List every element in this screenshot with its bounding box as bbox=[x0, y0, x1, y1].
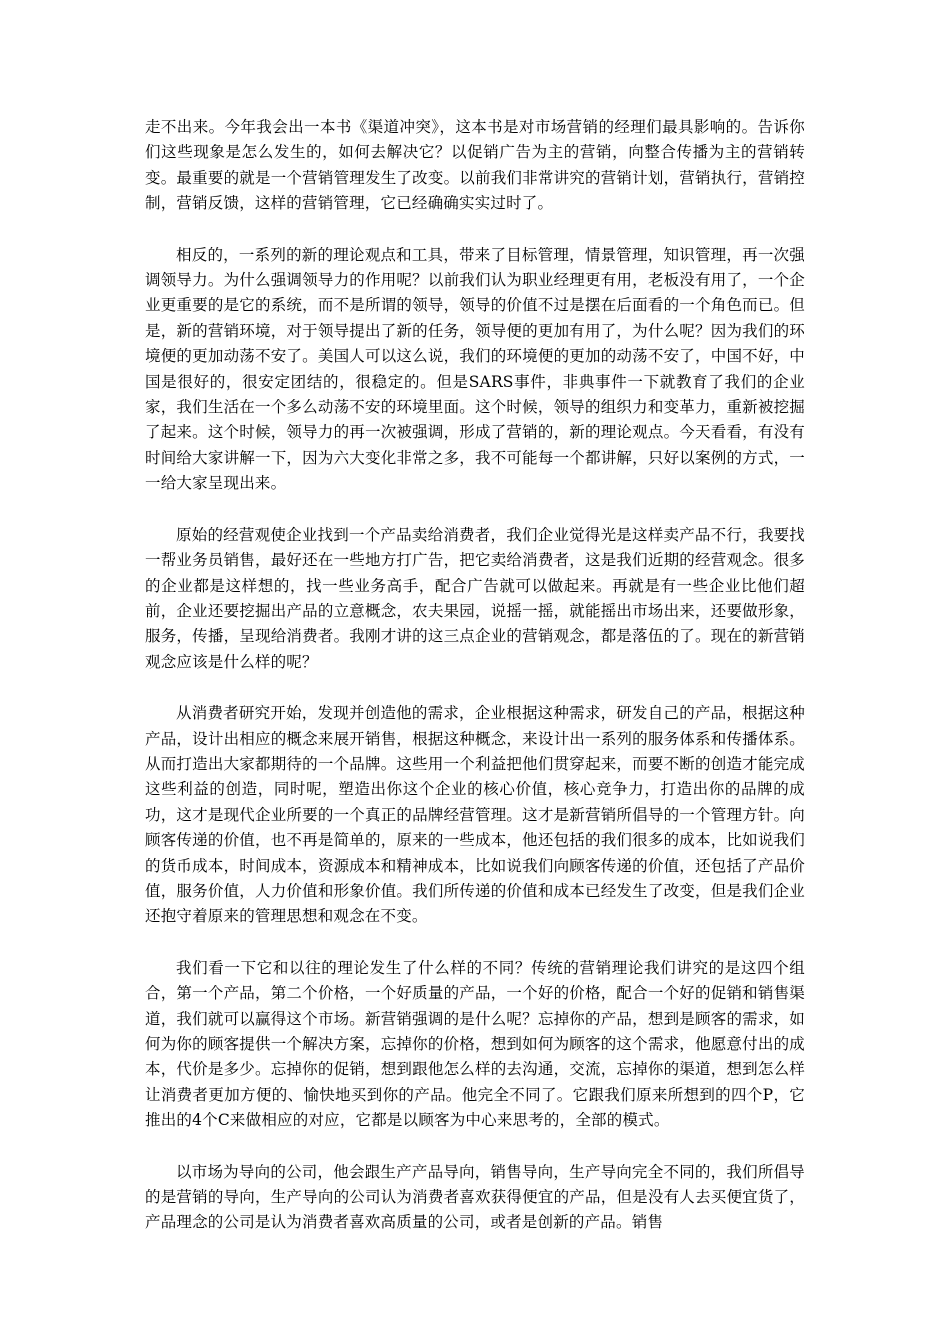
paragraph-3: 原始的经营观使企业找到一个产品卖给消费者，我们企业觉得光是这样卖产品不行，我要找一帮业务员销售，最好还在一些地方打广告，把它卖给消费者，这是我们近期的经营观念。很多的企业都是这样想的，找一些业务高手，配合广告就可以做起来。再就是有一些企业比他们超前，企业还要挖掘出产品的立意概念，农夫果园，说摇一摇，就能摇出市场出来，还要做形象，服务，传播，呈现给消费者。我刚才讲的这三点企业的营销观念，都是落伍的了。现在的新营销观念应该是什么样的呢？ bbox=[145, 525, 805, 671]
document-page bbox=[145, 115, 805, 1262]
paragraph-1: 走不出来。今年我会出一本书《渠道冲突》，这本书是对市场营销的经理们最具影响的。告诉你们这些现象是怎么发生的，如何去解决它？以促销广告为主的营销，向整合传播为主的营销转变。最重要的就是一个营销管理发生了改变。以前我们非常讲究的营销计划，营销执行，营销控制，营销反馈，这样的营销管理，它已经确确实实过时了。 bbox=[145, 118, 805, 213]
paragraph-2: 相反的，一系列的新的理论观点和工具，带来了目标管理，情景管理，知识管理，再一次强调领导力。为什么强调领导力的作用呢？以前我们认为职业经理更有用，老板没有用了，一个企业更重要的是它的系统，而不是所谓的领导，领导的价值不过是摆在后面看的一个角色而已。但是，新的营销环境，对于领导提出了新的任务，领导便的更加有用了，为什么呢？因为我们的环境便的更加动荡不安了。美国人可以这么说，我们的环境便的更加的动荡不安了，中国不好，中国是很好的，很安定团结的，很稳定的。但是SARS事件，非典事件一下就教育了我们的企业家，我们生活在一个多么动荡不安的环境里面。这个时候，领导的组织力和变革力，重新被挖掘了起来。这个时候，领导力的再一次被强调，形成了营销的，新的理论观点。今天看看，有没有时间给大家讲解一下，因为六大变化非常之多，我不可能每一个都讲解，只好以案例的方式，一一给大家呈现出来。 bbox=[145, 245, 805, 493]
paragraph-6: 以市场为导向的公司，他会跟生产产品导向，销售导向，生产导向完全不同的，我们所倡导的是营销的导向，生产导向的公司认为消费者喜欢获得便宜的产品，但是没有人去买便宜货了，产品理念的公司是认为消费者喜欢高质量的公司，或者是创新的产品。销售 bbox=[145, 1162, 805, 1232]
paragraph-5: 我们看一下它和以往的理论发生了什么样的不同？传统的营销理论我们讲究的是这四个组合，第一个产品，第二个价格，一个好质量的产品，一个好的价格，配合一个好的促销和销售渠道，我们就可以赢得这个市场。新营销强调的是什么呢？忘掉你的产品，想到是顾客的需求，如何为你的顾客提供一个解决方案，忘掉你的价格，想到如何为顾客的这个需求，他愿意付出的成本，代价是多少。忘掉你的促销，想到跟他怎么样的去沟通，交流，忘掉你的渠道，想到怎么样让消费者更加方便的、愉快地买到你的产品。他完全不同了。它跟我们原来所想到的四个P，它推出的4个C来做相应的对应，它都是以顾客为中心来思考的，全部的模式。 bbox=[145, 958, 805, 1130]
paragraph-4: 从消费者研究开始，发现并创造他的需求，企业根据这种需求，研发自己的产品，根据这种产品，设计出相应的概念来展开销售，根据这种概念，来设计出一系列的服务体系和传播体系。从而打造出大家都期待的一个品牌。这些用一个利益把他们贯穿起来，而要不断的创造才能完成这些利益的创造，同时呢，塑造出你这个企业的核心价值，核心竞争力，打造出你的品牌的成功，这才是现代企业所要的一个真正的品牌经营管理。这才是新营销所倡导的一个管理方针。向顾客传递的价值，也不再是简单的，原来的一些成本，他还包括的我们很多的成本，比如说我们的货币成本，时间成本，资源成本和精神成本，比如说我们向顾客传递的价值，还包括了产品价值，服务价值，人力价值和形象价值。我们所传递的价值和成本已经发生了改变，但是我们企业还抱守着原来的管理思想和观念在不变。 bbox=[145, 704, 805, 926]
